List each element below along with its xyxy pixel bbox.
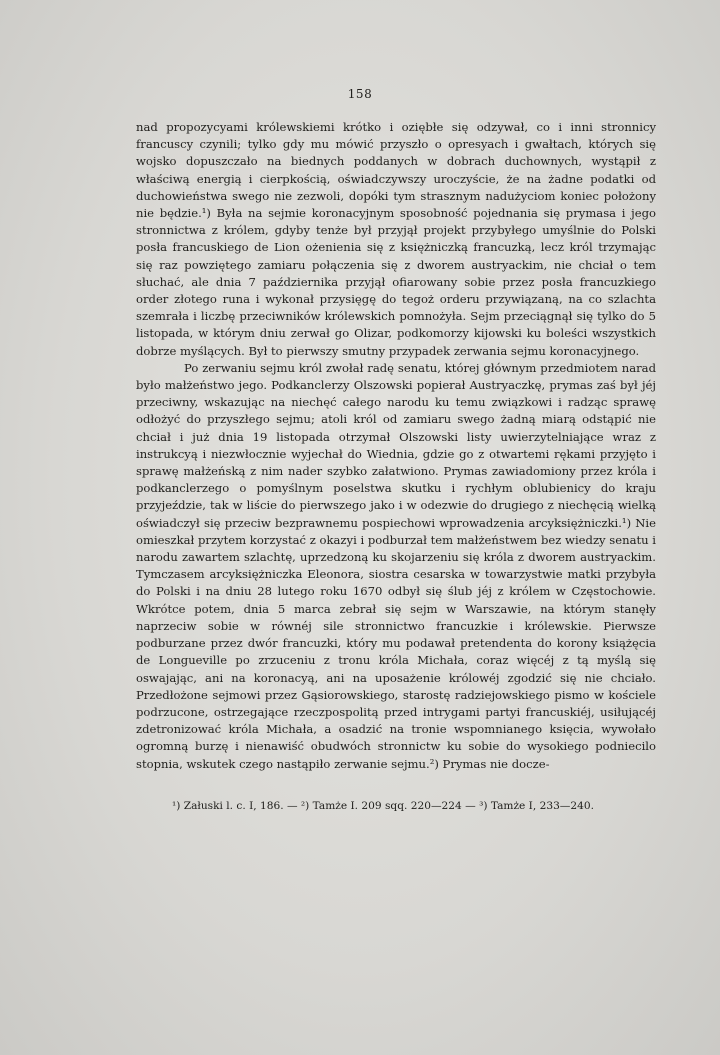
footnote: ¹) Załuski l. c. I, 186. — ²) Tamże I. 209 sqq. 220—224 — ³) Tamże I, 233—240.: [172, 800, 594, 812]
paragraph-1: nad propozycyami królewskiemi krótko i oziębłe się odzywał, co i inni stronnicy francuscy czynili; tylko gdy mu mówić przyszło o opresyach i gwałtach, których się wojsko dopuszczało na biednych poddanych w dobrach duchownych, wystąpił z właściwą energią i cierpkością, oświadczywszy uroczyście, że na żadne podatki od duchowieństwa swego nie zezwoli, dopóki tym strasznym nadużyciom koniec położony nie będzie.¹) Była na sejmie koronacyjnym sposobność pojednania się prymasa i jego stronnictwa z królem, gdyby tenże był przyjął projekt przybyłego umyślnie do Polski posła francuskiego de Lion ożenienia się z księżniczką francuzką, lecz król trzymając się raz powziętego zamiaru połączenia się z dworem austryackim, nie chciał o tem słuchać, ale dnia 7 października przyjął ofiarowany sobie przez posła francuzkiego order złotego runa i wykonał przysięgę do tegoż orderu przywiązaną, na co szlachta szemrała i liczbę przeciwników królewskich pomnożyła. Sejm przeciągnął się tylko do 5 listopada, w którym dniu zerwał go Olizar, podkomorzy kijowski ku boleści wszystkich dobrze myślących. Był to pierwszy smutny przypadek zerwania sejmu koronacyjnego.: [136, 120, 656, 358]
paragraph-2: Po zerwaniu sejmu król zwołał radę senatu, której głównym przedmiotem narad było małżeństwo jego. Podkanclerzy Olszowski popierał Austryaczkę, prymas zaś był jéj przeciwny, wskazując na niechęć całego narodu ku temu związkowi i radząc sprawę odłożyć do przyszłego sejmu; atoli król od zamiaru swego żadną miarą odstąpić nie chciał i już dnia 19 listopada otrzymał Olszowski listy uwierzytelniające wraz z instrukcyą i niezwłocznie wyjechał do Wiednia, gdzie go z otwartemi rękami przyjęto i sprawę małżeńską z nim nader szybko załatwiono. Prymas zawiadomiony przez króla i podkanclerzego o pomyślnym poselstwa skutku i rychłym oblubienicy do kraju przyjeździe, tak w liście do pierwszego jako i w odezwie do drugiego z niechęcią wielką oświadczył się przeciw bezprawnemu pospiechowi wprowadzenia arcyksiężniczki.¹) Nie omieszkał przytem korzystać z okazyi i podburzał tem małżeństwem bez wiedzy senatu i narodu zawartem szlachtę, uprzedzoną ku skojarzeniu się króla z dworem austryackim. Tymczasem arcyksiężniczka Eleonora, siostra cesarska w towarzystwie matki przybyła do Polski i na dniu 28 lutego roku 1670 odbył się ślub jéj z królem w Częstochowie. Wkrótce potem, dnia 5 marca zebrał się sejm w Warszawie, na którym stanęły naprzeciw sobie w równéj sile stronnictwo francuzkie i królewskie. Pierwsze podburzane przez dwór francuzki, który mu podawał pretendenta do korony książęcia de Longueville po zrzuceniu z tronu króla Michała, coraz więcéj z tą myślą się oswajając, ani na koronacyą, ani na uposażenie królowéj zgodzić się nie chciało. Przedłożone sejmowi przez Gąsiorowskiego, starostę radziejowskiego pismo w kościele podrzucone, ostrzegające rzeczpospolitą przed intrygami partyi francuskiéj, usiłującéj zdetronizować króla Michała, a osadzić na tronie wspomnianego księcia, wywołało ogromną burzę i nienawiść obudwóch stronnictw ku sobie do wysokiego podniecilo stopnia, wskutek czego nastąpiło zerwanie sejmu.²) Prymas nie docze-: [136, 360, 656, 771]
footnotes: [136, 798, 656, 814]
page-number: 158: [347, 87, 373, 101]
main-text: [136, 119, 656, 773]
